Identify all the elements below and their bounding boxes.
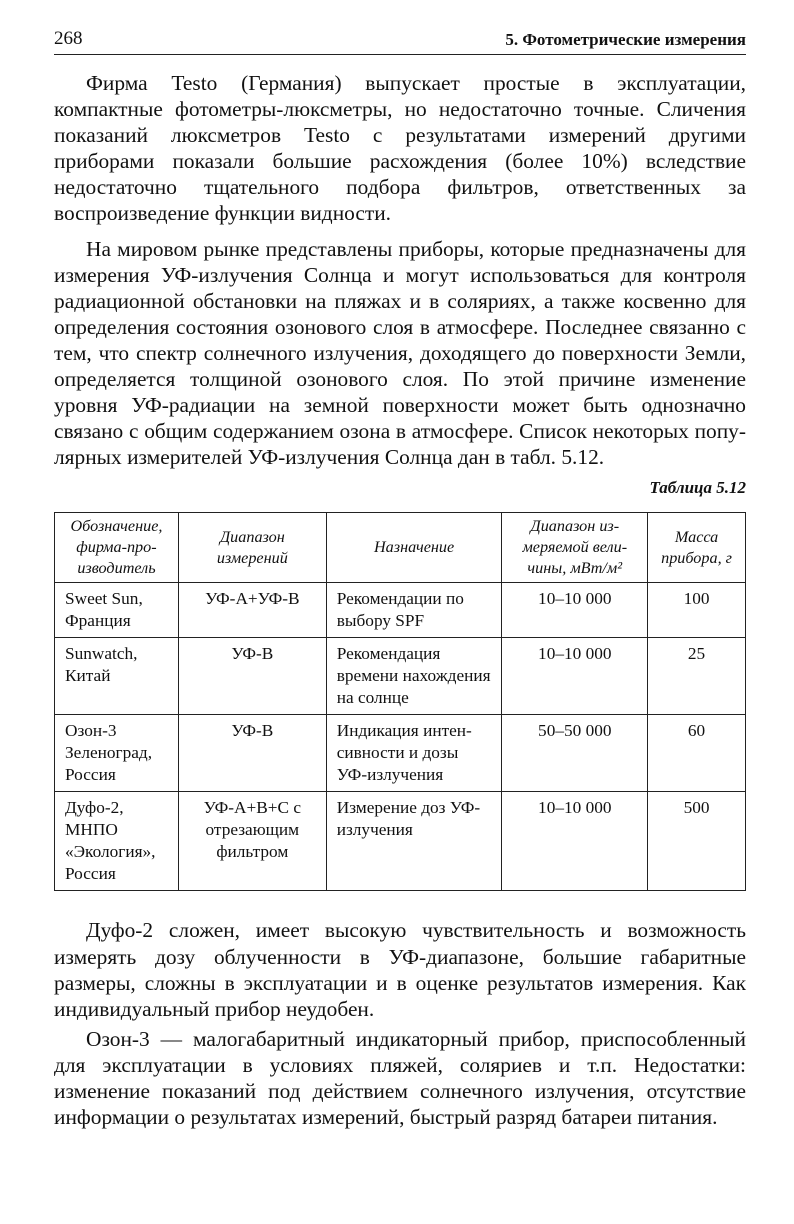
header-range: Диапазон измерений	[178, 513, 326, 583]
book-page	[54, 28, 746, 1130]
cell-name: Озон-3 Зеленоград, Россия	[55, 715, 179, 792]
header-name: Обозначение, фирма-производитель	[55, 513, 179, 583]
table-header-row	[55, 513, 746, 583]
cell-range: УФ-А+УФ-В	[178, 583, 326, 638]
uv-meters-table	[54, 512, 746, 891]
cell-purpose: Рекомендации по выбору SPF	[326, 583, 502, 638]
cell-range: УФ-А+В+С с отрезающим фильтром	[178, 792, 326, 891]
cell-name: Sunwatch, Китай	[55, 638, 179, 715]
header-mass: Масса прибора, г	[648, 513, 746, 583]
paragraph-ozon3: Озон-3 — малогабаритный индикаторный прибор, приспособленный для эксплуатации в условиях пляжей, соляриев и т.п. Недостатки: изменение показаний под действием солнечного излучения, отсутствие информации о результатах измерений, быстрый разряд батареи питания.	[54, 1026, 746, 1130]
paragraph-testo: Фирма Testo (Германия) выпускает простые в эксплуатации, компактные фотометры-люксметры, но недостаточно точные. Сличения показаний люксметров Testo с результатами измерений другими приборами показали большие расхождения (более 10%) вследствие недостаточно тщательного подбора фильтров, ответственных за воспроизведение функции видности.	[54, 71, 746, 226]
paragraph-uv-market: На мировом рынке представлены приборы, которые предназначены для измерения УФ-излучения Солнца и могут использоваться для контроля радиационной обстановки на пляжах и в соляриях, а также косвенно для определения состояния озонового слоя в атмосфере. Последнее связанно с тем, что спектр солнечного излучения, доходящего до поверхности Земли, определяется толщиной озонового слоя. По этой причине изменение уровня УФ-радиации на земной поверхности может быть однозначно связано с общим содержанием озона в атмосфере. Список некоторых популярных измерителей УФ-излучения Солнца дан в табл. 5.12.	[54, 236, 746, 470]
cell-mass: 25	[648, 638, 746, 715]
cell-value-range: 10–10 000	[502, 583, 648, 638]
table-row	[55, 638, 746, 715]
paragraph-dufo2: Дуфо-2 сложен, имеет высокую чувствительность и возможность измерять дозу облученности в УФ-диапазоне, большие габаритные размеры, сложны в эксплуатации и в оценке результатов измерения. Как индивидуальный прибор неудобен.	[54, 918, 746, 1021]
running-head	[54, 28, 746, 55]
cell-purpose: Измерение доз УФ-излучения	[326, 792, 502, 891]
cell-range: УФ-В	[178, 638, 326, 715]
cell-purpose: Индикация интенсивности и дозы УФ-излучения	[326, 715, 502, 792]
table-caption: Таблица 5.12	[649, 478, 746, 498]
header-value-range: Диапазон измеряемой величины, мВт/м²	[502, 513, 648, 583]
cell-name: Sweet Sun, Франция	[55, 583, 179, 638]
table-row	[55, 715, 746, 792]
header-purpose: Назначение	[326, 513, 502, 583]
table-row	[55, 792, 746, 891]
table-row	[55, 583, 746, 638]
page-number: 268	[54, 28, 83, 49]
cell-value-range: 10–10 000	[502, 792, 648, 891]
cell-mass: 60	[648, 715, 746, 792]
cell-mass: 500	[648, 792, 746, 891]
cell-value-range: 50–50 000	[502, 715, 648, 792]
cell-value-range: 10–10 000	[502, 638, 648, 715]
cell-purpose: Рекомендация времени нахождения на солнце	[326, 638, 502, 715]
cell-name: Дуфо-2, МНПО «Экология», Россия	[55, 792, 179, 891]
cell-range: УФ-В	[178, 715, 326, 792]
section-title: 5. Фотометрические измерения	[505, 30, 746, 49]
cell-mass: 100	[648, 583, 746, 638]
